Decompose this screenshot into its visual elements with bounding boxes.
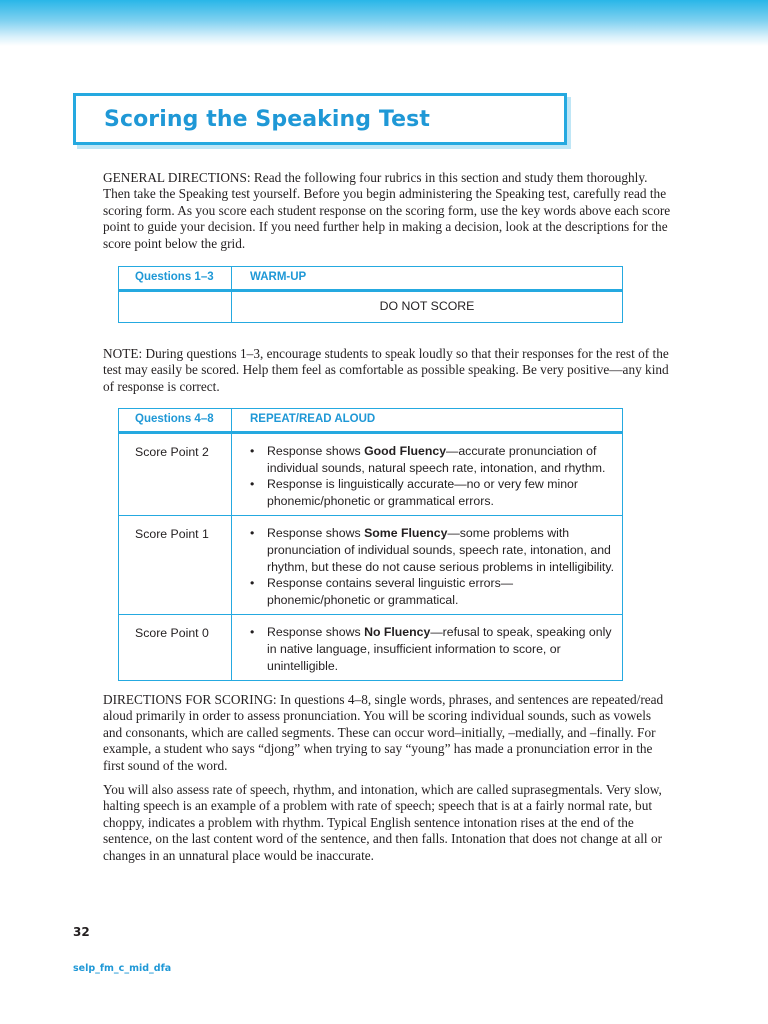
score-point-2-row [119, 433, 623, 516]
page-title: Scoring the Speaking Test [104, 107, 430, 132]
bullet-good-fluency: • Response shows Good Fluency—accurate pronunciation of individual sounds, natural speech rate, intonation, and rhythm. [250, 443, 616, 476]
bullet-some-fluency: • Response shows Some Fluency—some problems with pronunciation of individual sounds, speech rate, intonation, and rhythm, but these do not cause serious problems in intelligibility. [250, 525, 616, 575]
warmup-table [118, 266, 623, 323]
directions-for-scoring: DIRECTIONS FOR SCORING: In questions 4–8, single words, phrases, and sentences are repeated/read aloud primarily in order to assess pronunciation. You will be scoring individual sounds, such as vowels and consonants, which are called segments. These can occur word–initially, –medially, and –finally. For example, a student who says “djong” when trying to say “young” has made a pronunciation error in the first sound of the word. [103, 692, 664, 773]
score-point-label: Score Point 2 [119, 433, 232, 516]
warmup-empty-cell [119, 291, 232, 323]
warmup-col1-header: Questions 1–3 [119, 267, 232, 291]
repeat-read-aloud-table [118, 408, 623, 681]
repeat-header-row [119, 409, 623, 433]
bullet-linguistically-accurate: • Response is linguistically accurate—no or very few minor phonemic/phonetic or grammatical errors. [250, 476, 616, 509]
title-box [73, 93, 567, 145]
score-point-1-description [232, 516, 623, 615]
warmup-do-not-score: DO NOT SCORE [232, 291, 623, 323]
score-point-0-row [119, 615, 623, 681]
top-gradient-band [0, 0, 768, 46]
warmup-row [119, 291, 623, 323]
score-point-2-description [232, 433, 623, 516]
score-point-0-description [232, 615, 623, 681]
repeat-col2-header: REPEAT/READ ALOUD [232, 409, 623, 433]
note-paragraph: NOTE: During questions 1–3, encourage students to speak loudly so that their responses for the rest of the test may easily be scored. Help them feel as comfortable as possible speaking. Be very positive—any kind of response is correct. [103, 346, 669, 394]
footer-code: selp_fm_c_mid_dfa [73, 963, 172, 974]
score-point-1-row [119, 516, 623, 615]
general-directions: GENERAL DIRECTIONS: Read the following four rubrics in this section and study them thoroughly. Then take the Speaking test yourself. Before you begin administering the Speaking test, carefully read the scoring form. As you score each student response on the scoring form, use the key words above each score point to guide your decision. If you need further help in making a decision, look at the descriptions for the score point below the grid. [103, 170, 671, 251]
assess-paragraph: You will also assess rate of speech, rhythm, and intonation, which are called suprasegmentals. Very slow, halting speech is an example of a problem with rate of speech; speech that is at a fairly normal rate, but choppy, indicates a problem with rhythm. Typical English sentence intonation rises at the end of the sentence, on the last content word of the sentence, and then falls. Intonation that does not change at all or changes in an unnatural place would be inaccurate. [103, 782, 663, 863]
bullet-no-fluency: • Response shows No Fluency—refusal to speak, speaking only in native language, insufficient information to score, or unintelligible. [250, 624, 616, 674]
warmup-header-row [119, 267, 623, 291]
score-point-label: Score Point 1 [119, 516, 232, 615]
repeat-col1-header: Questions 4–8 [119, 409, 232, 433]
bullet-several-errors: • Response contains several linguistic errors—phonemic/phonetic or grammatical. [250, 575, 616, 608]
warmup-col2-header: WARM-UP [232, 267, 623, 291]
page-number: 32 [73, 925, 90, 939]
score-point-label: Score Point 0 [119, 615, 232, 681]
